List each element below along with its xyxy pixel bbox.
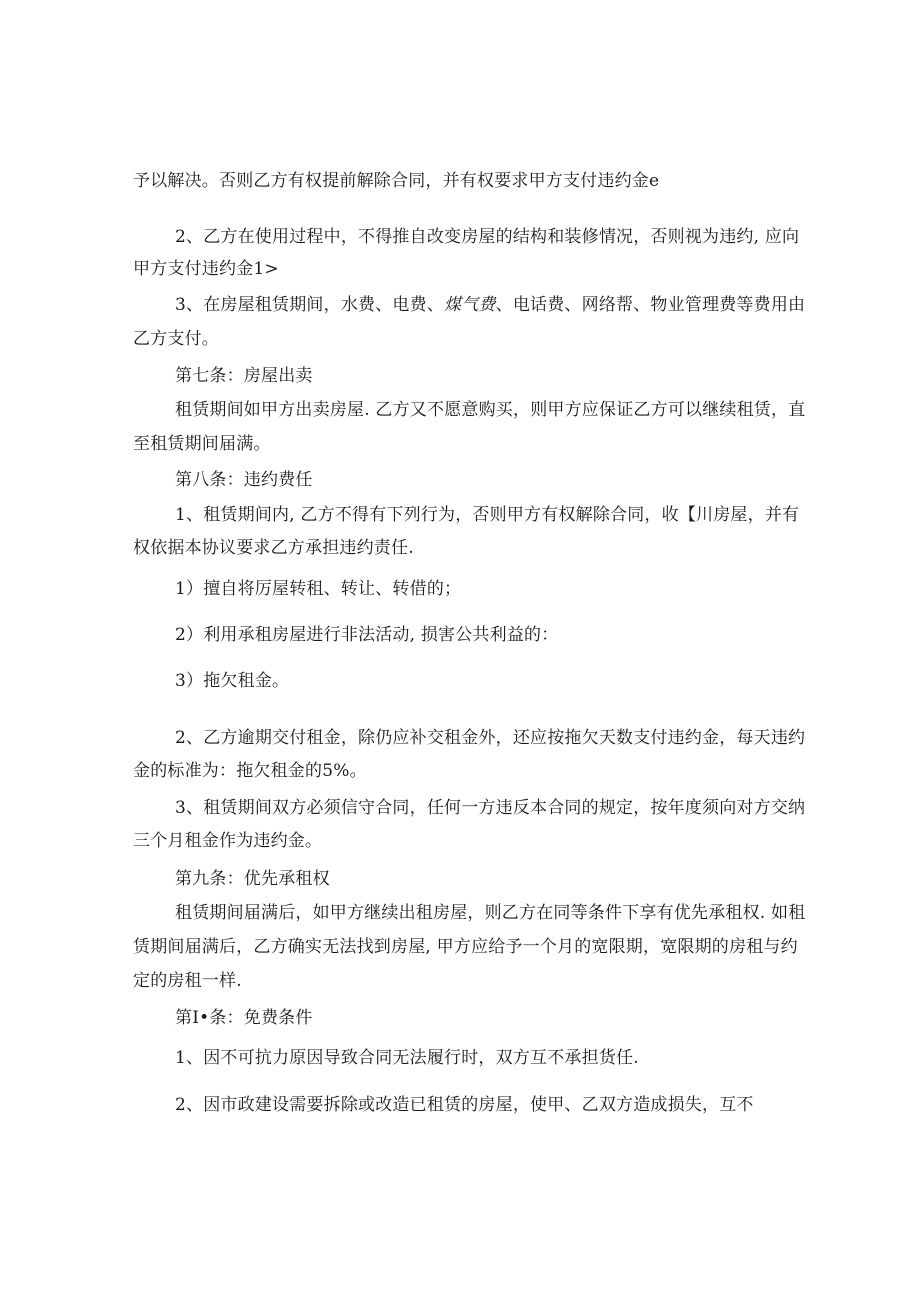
paragraph-line: 赁期间届满后，乙方确实无法找到房屋, 甲方应给予一个月的宽限期，宽限期的房租与约 xyxy=(133,937,798,957)
list-item: 2）利用承租房屋进行非法活动, 损害公共利益的： xyxy=(175,625,559,645)
paragraph-line: 予以解决。否则乙方有权提前解除合同，并有权要求甲方支付违约金e xyxy=(133,171,660,191)
paragraph-line: 至租赁期间届满。 xyxy=(133,434,271,454)
list-item: 3）拖欠租金。 xyxy=(175,671,290,691)
paragraph-line: 2、乙方逾期交付租金，除仍应补交租金外，还应按拖欠天数支付违约金，每天违约 xyxy=(175,728,806,748)
section-heading: 第七条：房屋出卖 xyxy=(175,366,313,386)
text-segment-italic: 煤气费 xyxy=(444,295,496,315)
paragraph-line: 金的标准为：拖欠租金的5%。 xyxy=(133,761,367,781)
paragraph-line: 三个月租金作为违约金。 xyxy=(133,831,323,851)
text-segment: 、电话费、网络帮、物业管理费等费用由 xyxy=(495,295,806,315)
paragraph-line: 3、租赁期间双方必须信守合同，任何一方违反本合同的规定，按年度须向对方交纳 xyxy=(175,798,806,818)
text-segment: 3、在房屋租赁期间，水费、电费、 xyxy=(175,295,445,315)
paragraph-line: 权依据本协议要求乙方承担违约责任. xyxy=(133,538,414,558)
paragraph-line: 甲方支付违约金1> xyxy=(133,259,279,279)
section-heading: 第I•条：免费条件 xyxy=(175,1008,313,1028)
section-heading: 第九条：优先承租权 xyxy=(175,869,330,889)
paragraph-line xyxy=(175,294,805,316)
paragraph-line: 租赁期间届满后，如甲方继续出租房屋，则乙方在同等条件下享有优先承租权. 如租 xyxy=(175,903,806,923)
paragraph-line: 定的房租一样. xyxy=(133,971,242,991)
paragraph-line: 2、因市政建设需要拆除或改造已租赁的房屋，使甲、乙双方造成损失，互不 xyxy=(175,1095,754,1115)
list-item: 1）擅自将厉屋转租、转让、转借的； xyxy=(175,579,462,599)
paragraph-line: 1、因不可抗力原因导致合同无法履行时，双方互不承担货任. xyxy=(175,1048,639,1068)
paragraph-line: 乙方支付。 xyxy=(133,329,219,349)
section-heading: 第八条：违约费任 xyxy=(175,470,313,490)
paragraph-line: 2、乙方在使用过程中，不得推自改变房屋的结构和装修情况，否则视为违约, 应向 xyxy=(175,227,800,247)
paragraph-line: 租赁期间如甲方出卖房屋. 乙方又不愿意购买，则甲方应保证乙方可以继续租赁，直 xyxy=(175,400,806,420)
paragraph-line: 1、租赁期间内, 乙方不得有下列行为，否则甲方有权解除合同，收【川房屋，并有 xyxy=(175,505,800,525)
